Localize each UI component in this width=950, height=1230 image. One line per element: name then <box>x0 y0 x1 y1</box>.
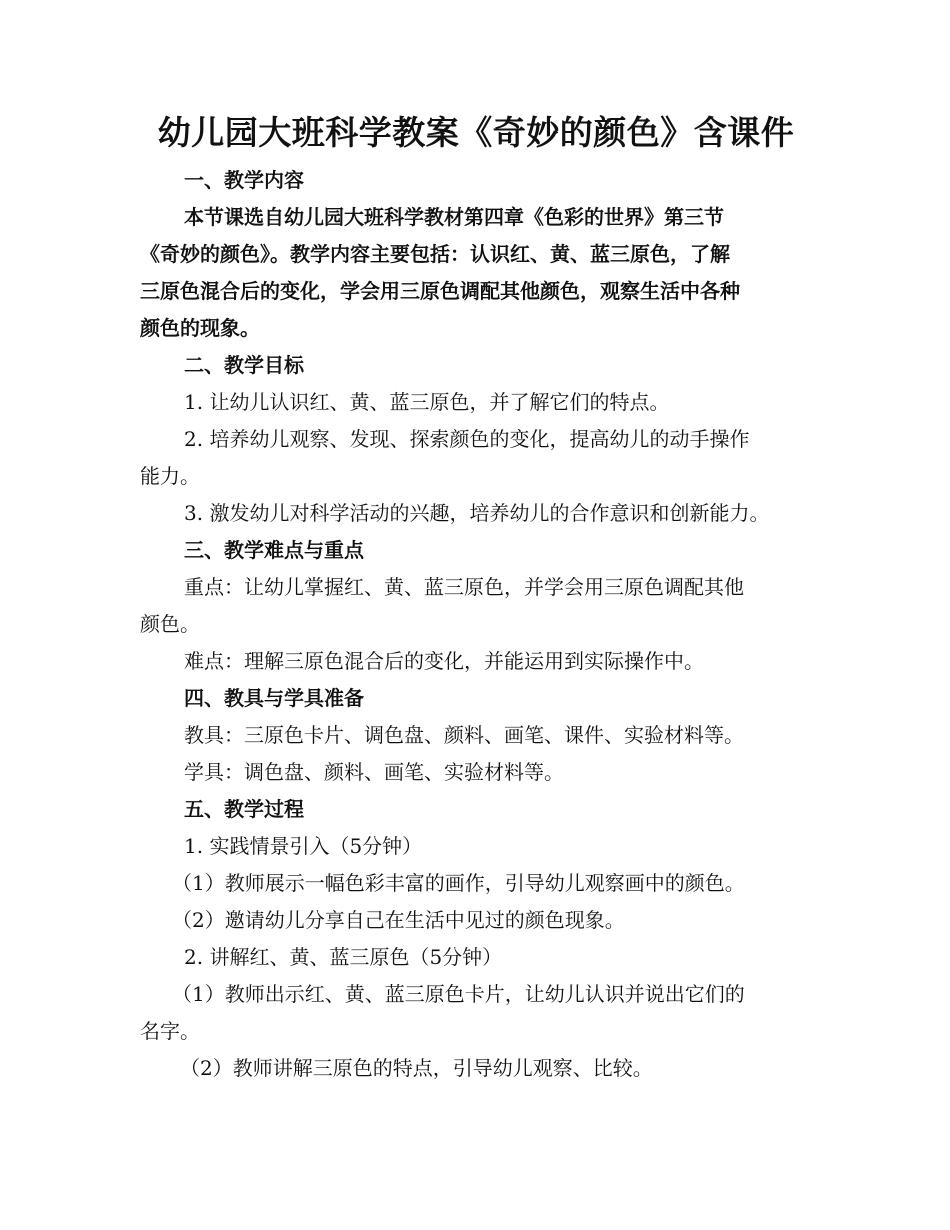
teacher-materials: 教具：三原色卡片、调色盘、颜料、画笔、课件、实验材料等。 <box>184 723 744 747</box>
paragraph-line: 2. 培养幼儿观察、发现、探索颜色的变化，提高幼儿的动手操作 <box>184 427 750 451</box>
section-heading-teaching-process: 五、教学过程 <box>184 797 304 821</box>
key-point-paragraph <box>140 569 812 643</box>
paragraph-line: （1）教师出示红、黄、蓝三原色卡片，让幼儿认识并说出它们的 <box>172 982 745 1006</box>
document-title: 幼儿园大班科学教案《奇妙的颜色》含课件 <box>157 113 795 152</box>
process-step-1: 1. 实践情景引入（5分钟） <box>184 834 423 858</box>
teaching-content-paragraph <box>140 199 812 347</box>
paragraph-line: 能力。 <box>140 464 200 488</box>
student-materials: 学具：调色盘、颜料、画笔、实验材料等。 <box>184 760 564 784</box>
goal-item-1: 1. 让幼儿认识红、黄、蓝三原色，并了解它们的特点。 <box>184 390 670 414</box>
process-step-1-a: （1）教师展示一幅色彩丰富的画作，引导幼儿观察画中的颜色。 <box>172 871 745 895</box>
paragraph-line: 《奇妙的颜色》。教学内容主要包括：认识红、黄、蓝三原色，了解 <box>140 242 730 266</box>
paragraph-line: 颜色。 <box>140 612 200 636</box>
goal-item-3: 3. 激发幼儿对科学活动的兴趣，培养幼儿的合作意识和创新能力。 <box>184 501 770 525</box>
section-heading-teaching-content: 一、教学内容 <box>184 168 304 192</box>
paragraph-line: 重点：让幼儿掌握红、黄、蓝三原色，并学会用三原色调配其他 <box>184 575 744 599</box>
process-step-2: 2. 讲解红、黄、蓝三原色（5分钟） <box>184 945 503 969</box>
paragraph-line: 本节课选自幼儿园大班科学教材第四章《色彩的世界》第三节 <box>184 205 724 229</box>
paragraph-line: 名字。 <box>140 1019 200 1043</box>
difficult-point-paragraph: 难点：理解三原色混合后的变化，并能运用到实际操作中。 <box>184 649 704 673</box>
section-heading-teaching-goals: 二、教学目标 <box>184 353 304 377</box>
section-heading-materials: 四、教具与学具准备 <box>184 686 364 710</box>
document-page <box>140 108 812 1087</box>
process-step-2-b: （2）教师讲解三原色的特点，引导幼儿观察、比较。 <box>180 1056 653 1080</box>
section-heading-key-points: 三、教学难点与重点 <box>184 538 364 562</box>
process-step-2-a <box>140 976 812 1050</box>
process-step-1-b: （2）邀请幼儿分享自己在生活中见过的颜色现象。 <box>172 908 625 932</box>
paragraph-line: 三原色混合后的变化，学会用三原色调配其他颜色，观察生活中各种 <box>140 279 740 303</box>
paragraph-line: 颜色的现象。 <box>140 316 260 340</box>
goal-item-2 <box>140 421 812 495</box>
